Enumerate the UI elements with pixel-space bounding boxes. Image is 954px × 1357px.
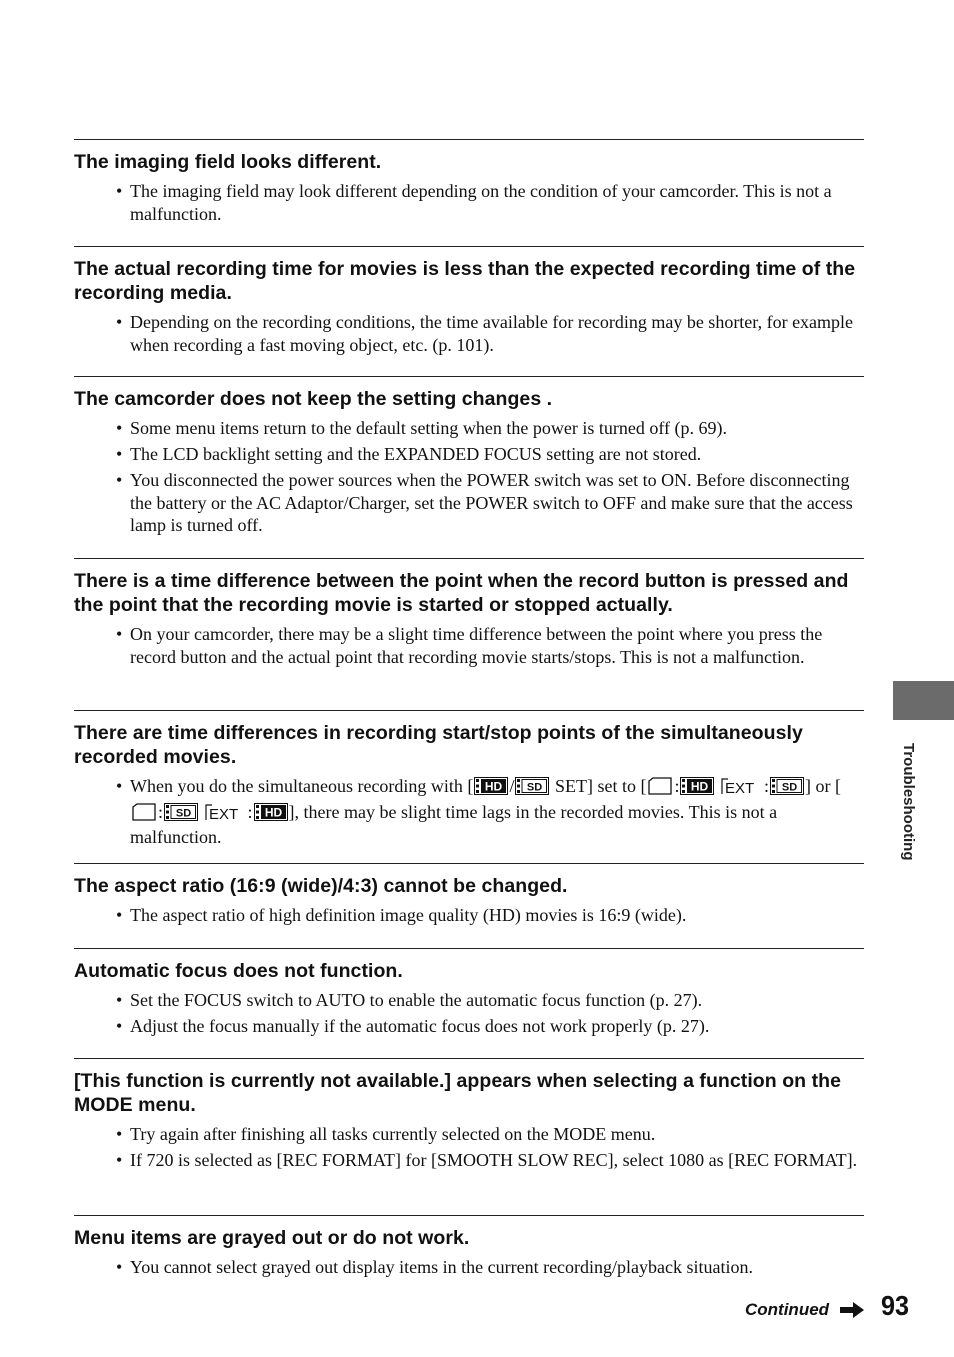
memory-card-icon (647, 777, 673, 801)
section-heading: There is a time difference between the point when the record button is pressed and the point that the recording movie is started or stopped actually. (74, 570, 849, 616)
svg-text:SD: SD (527, 781, 543, 794)
sd-movie-icon (164, 803, 198, 827)
section-setting-changes (74, 376, 864, 540)
section-time-difference (74, 558, 864, 672)
section-aspect-ratio (74, 863, 864, 930)
list-item: • Set the FOCUS switch to AUTO to enable the automatic focus function (p. 27). (74, 989, 864, 1012)
continued-label: Continued (745, 1300, 830, 1319)
bullet-list (74, 417, 864, 537)
section-heading: There are time differences in recording start/stop points of the simultaneously recorded movies. (74, 722, 803, 768)
section-heading: The aspect ratio (16:9 (wide)/4:3) cannot be changed. (74, 875, 568, 897)
list-item: • Some menu items return to the default setting when the power is turned off (p. 69). (74, 417, 864, 440)
list-item: • When you do the simultaneous recording with [ HD / SD SET] set to [ : HD EXT : SD ] or [: SD EXT : HD ], there may be slight time lags in the recorded movies. This is not a malfunction. (74, 775, 864, 849)
section-heading: The imaging field looks different. (74, 151, 382, 173)
chapter-tab (893, 681, 954, 720)
svg-text:HD: HD (485, 779, 503, 794)
memory-card-icon (131, 803, 157, 827)
right-arrow-icon (840, 1302, 864, 1323)
list-item: • The imaging field may look different depending on the condition of your camcorder. This is not a malfunction. (74, 180, 864, 225)
bullet-list (74, 775, 864, 849)
sd-movie-icon (770, 777, 804, 801)
svg-text:EXT: EXT (208, 805, 238, 821)
list-item: • Adjust the focus manually if the automatic focus does not work properly (p. 27). (74, 1015, 864, 1038)
svg-text:HD: HD (264, 805, 282, 819)
section-heading: Automatic focus does not function. (74, 960, 403, 982)
section-function-unavailable (74, 1058, 864, 1175)
bullet-list (74, 989, 864, 1038)
bullet-list (74, 1123, 864, 1172)
section-heading: The actual recording time for movies is less than the expected recording time of the recording media. (74, 258, 856, 304)
external-media-icon (721, 775, 763, 801)
page-footer (700, 1290, 910, 1330)
bullet-list (74, 311, 864, 356)
section-simultaneous-recording (74, 710, 864, 852)
hd-movie-icon (474, 777, 508, 801)
list-item: • The LCD backlight setting and the EXPANDED FOCUS setting are not stored. (74, 443, 864, 466)
svg-text:SD: SD (781, 781, 798, 794)
list-item: • Depending on the recording conditions, the time available for recording may be shorter, for example when recording a fast moving object, etc. (p. 101). (74, 311, 864, 356)
bullet-list (74, 623, 864, 668)
page-number: 93 (881, 1290, 910, 1321)
bullet-list (74, 1256, 864, 1279)
list-item: • You disconnected the power sources when the POWER switch was set to ON. Before disconnecting the battery or the AC Adaptor/Charger, set the POWER switch to OFF and make sure that the access lamp is turned off. (74, 469, 864, 537)
section-recording-time (74, 246, 864, 360)
svg-text:EXT: EXT (724, 780, 755, 795)
list-item: • You cannot select grayed out display items in the current recording/playback situation. (74, 1256, 864, 1279)
hd-movie-icon (254, 803, 288, 827)
list-item: • Try again after finishing all tasks currently selected on the MODE menu. (74, 1123, 864, 1146)
section-menu-grayed-out (74, 1215, 864, 1282)
external-media-icon (205, 801, 247, 827)
svg-text:HD: HD (691, 779, 709, 794)
section-heading: Menu items are grayed out or do not work. (74, 1227, 470, 1249)
section-imaging-field (74, 139, 864, 229)
list-item: • If 720 is selected as [REC FORMAT] for [SMOOTH SLOW REC], select 1080 as [REC FORMAT]. (74, 1149, 864, 1172)
section-heading: The camcorder does not keep the setting changes . (74, 388, 553, 410)
list-item: • The aspect ratio of high definition image quality (HD) movies is 16:9 (wide). (74, 904, 864, 927)
hd-movie-icon (680, 777, 714, 801)
section-heading: [This function is currently not available.] appears when selecting a function on the MODE menu. (74, 1070, 841, 1116)
bullet-list (74, 904, 864, 927)
sd-movie-icon (515, 777, 549, 801)
list-item: • On your camcorder, there may be a slight time difference between the point where you press the record button and the actual point that recording movie starts/stops. This is not a malfunction. (74, 623, 864, 668)
bullet-list (74, 180, 864, 225)
chapter-label: Troubleshooting (900, 743, 917, 861)
svg-text:SD: SD (175, 807, 192, 819)
section-auto-focus (74, 948, 864, 1041)
